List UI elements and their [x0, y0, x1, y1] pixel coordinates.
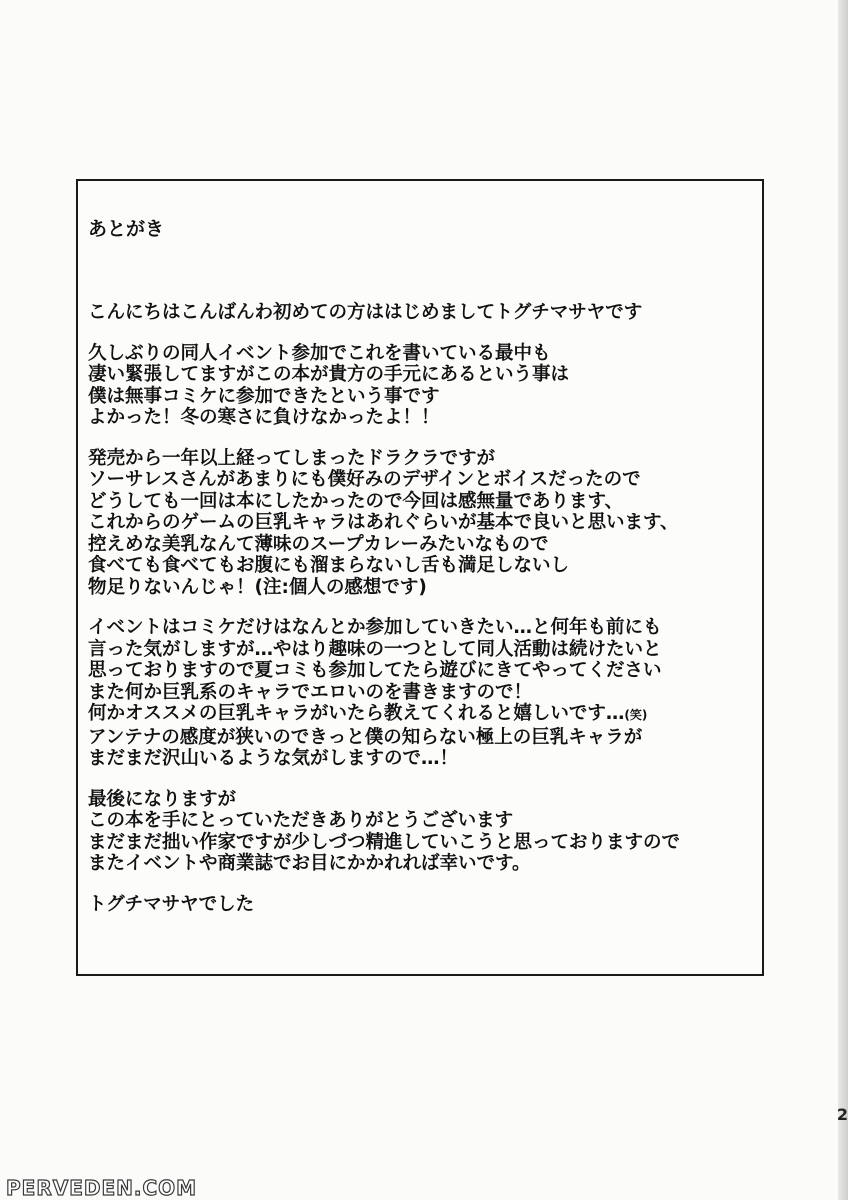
paragraph-thanks: [88, 789, 756, 875]
page-number: 2: [836, 1105, 848, 1124]
laugh-mark: (笑): [624, 708, 648, 722]
text-line: 発売から一年以上経ってしまったドラクラですが: [88, 447, 496, 469]
text-line: 凄い緊張してますがこの本が貴方の手元にあるという事は: [88, 364, 570, 385]
paragraph-greeting: [88, 302, 756, 324]
text-line: 食べても食べてもお腹にも溜まらないし舌も満足しないし: [88, 555, 570, 576]
line-text: 何かオススメの巨乳キャラがいたら教えてくれると嬉しいです…: [88, 703, 625, 724]
text-line: まだまだ拙い作家ですが少しづつ精進していこうと思っておりますので: [88, 831, 681, 853]
text-line: 物足りないんじゃ！(注:個人の感想です): [88, 576, 427, 598]
signoff-line: トグチマサヤでした: [88, 893, 255, 915]
text-line: ソーサレスさんがあまりにも僕好みのデザインとボイスだったので: [88, 469, 641, 490]
watermark-logo: PERVEDEN.COM: [6, 1176, 198, 1200]
text-line: 久しぶりの同人イベント参加でこれを書いている最中も: [88, 342, 551, 364]
text-line: まだまだ沢山いるような気がしますので…！: [88, 748, 459, 769]
text-line: イベントはコミケだけはなんとか参加していきたい…と何年も前にも: [88, 617, 662, 638]
text-line: 思っておりますので夏コミも参加してたら遊びにきてやってください: [88, 660, 662, 681]
text-line: またイベントや商業誌でお目にかかれれば幸いです。: [88, 853, 531, 874]
text-line: こんにちはこんばんわ初めての方ははじめましてトグチマサヤです: [88, 302, 643, 323]
text-line: 言った気がしますが…やはり趣味の一つとして同人活動は続けたいと: [88, 638, 662, 660]
paragraph-signoff: [88, 894, 756, 916]
text-line: [88, 703, 756, 727]
afterword-frame: [76, 179, 764, 976]
text-line: どうしても一回は本にしたかったので今回は感無量であります、: [88, 490, 624, 512]
paragraph-comiket: [88, 617, 756, 770]
paragraph-dracula: [88, 448, 756, 599]
text-line: 最後になりますが: [88, 788, 237, 810]
text-line: アンテナの感度が狭いのできっと僕の知らない極上の巨乳キャラが: [88, 726, 643, 748]
text-line: 僕は無事コミケに参加できたという事です: [88, 385, 440, 407]
page-edge: [838, 0, 848, 1200]
text-line: この本を手にとっていただきありがとうございます: [88, 810, 514, 831]
paragraph-event: [88, 343, 756, 429]
afterword-content: [88, 217, 756, 934]
text-line: これからのゲームの巨乳キャラはあれぐらいが基本で良いと思います、: [88, 512, 679, 533]
text-line: また何か巨乳系のキャラでエロいのを書きますので！: [88, 681, 533, 703]
afterword-title: あとがき: [88, 218, 165, 240]
text-line: 控えめな美乳なんて薄味のスープカレーみたいなもので: [88, 533, 549, 555]
text-line: よかった！冬の寒さに負けなかったよ！！: [88, 407, 440, 428]
